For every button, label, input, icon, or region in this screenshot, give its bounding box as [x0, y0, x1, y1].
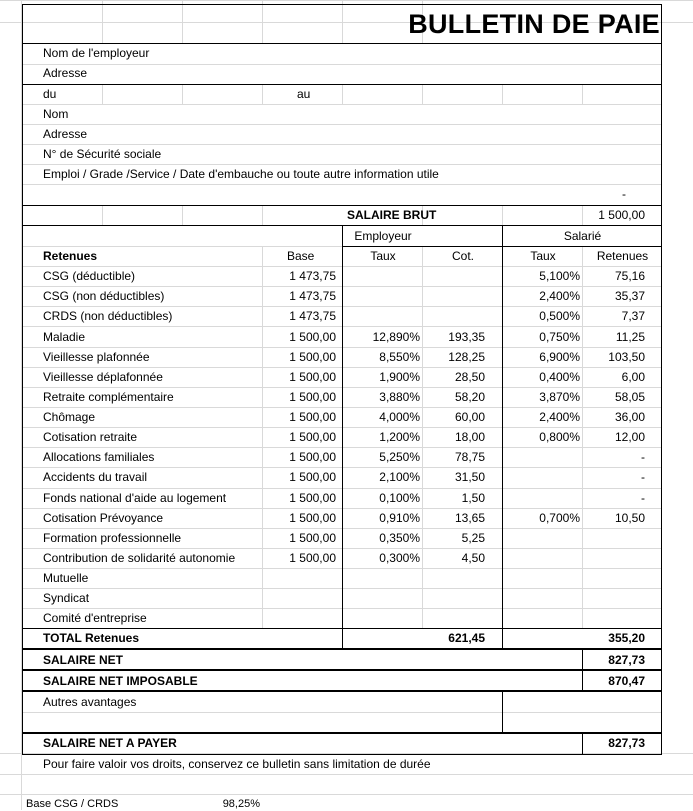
row-employer-rate: 0,910%	[379, 511, 420, 525]
row-employer-rate: 8,550%	[379, 350, 420, 364]
row-label: Mutuelle	[43, 571, 89, 585]
row-employer-rate: 0,300%	[379, 551, 420, 565]
row-employee-deduction: -	[641, 491, 645, 505]
row-employee-deduction: 75,16	[614, 269, 645, 283]
row-base: 1 500,00	[289, 390, 336, 404]
total-label: TOTAL Retenues	[43, 631, 140, 645]
row-label: CSG (non déductibles)	[43, 289, 165, 303]
row-label: Contribution de solidarité autonomie	[43, 551, 236, 565]
row-employer-contribution: 18,00	[454, 430, 485, 444]
employee-name-label: Nom	[43, 107, 69, 121]
row-label: Maladie	[43, 330, 86, 344]
row-employee-rate: 0,800%	[539, 430, 580, 444]
row-base: 1 500,00	[289, 491, 336, 505]
row-employee-rate: 2,400%	[539, 410, 580, 424]
row-employee-deduction: 36,00	[614, 410, 645, 424]
row-employer-rate: 0,350%	[379, 531, 420, 545]
base-header: Base	[287, 249, 315, 263]
row-employer-contribution: 28,50	[454, 370, 485, 384]
row-employer-rate: 12,890%	[372, 330, 420, 344]
row-employee-rate: 0,500%	[539, 309, 580, 323]
base-csg-label: Base CSG / CRDS	[26, 798, 119, 810]
row-employer-rate: 1,200%	[379, 430, 420, 444]
row-employee-deduction: 103,50	[608, 350, 645, 364]
net-to-pay-label: SALAIRE NET A PAYER	[43, 736, 177, 750]
row-employer-contribution: 58,20	[454, 390, 485, 404]
employee-address-label: Adresse	[43, 127, 88, 141]
row-base: 1 500,00	[289, 470, 336, 484]
row-employee-deduction: 12,00	[614, 430, 645, 444]
row-label: Comité d'entreprise	[43, 611, 147, 625]
table-row	[0, 548, 693, 568]
row-employee-deduction: 7,37	[621, 309, 645, 323]
row-label: CSG (déductible)	[43, 269, 136, 283]
row-label: Syndicat	[43, 591, 90, 605]
row-employee-deduction: 10,50	[614, 511, 645, 525]
period-from-label: du	[43, 87, 57, 101]
gross-salary-value: 1 500,00	[598, 208, 645, 222]
row-employer-contribution: 13,65	[454, 511, 485, 525]
row-employee-rate: 6,900%	[539, 350, 580, 364]
net-taxable-value: 870,47	[608, 674, 645, 688]
page-title: BULLETIN DE PAIE	[408, 9, 660, 39]
table-row	[0, 588, 693, 608]
row-label: Cotisation retraite	[43, 430, 138, 444]
row-employee-deduction: -	[641, 450, 645, 464]
employee-ssn-label: N° de Sécurité sociale	[43, 147, 162, 161]
row-employee-deduction: 11,25	[615, 330, 645, 344]
net-salary-label: SALAIRE NET	[43, 653, 124, 667]
row-employer-contribution: 5,25	[461, 531, 485, 545]
table-row	[0, 488, 693, 508]
row-base: 1 500,00	[289, 531, 336, 545]
row-label: Accidents du travail	[43, 470, 148, 484]
row-base: 1 500,00	[289, 511, 336, 525]
footer-note: Pour faire valoir vos droits, conservez ce bulletin sans limitation de durée	[43, 757, 431, 771]
table-row	[0, 427, 693, 447]
employer-name-label: Nom de l'employeur	[43, 46, 150, 60]
table-row	[0, 347, 693, 367]
table-row	[0, 608, 693, 628]
row-employee-deduction: 6,00	[621, 370, 645, 384]
other-benefits-label: Autres avantages	[43, 695, 137, 709]
row-employer-contribution: 193,35	[448, 330, 485, 344]
row-employer-contribution: 60,00	[454, 410, 485, 424]
row-employer-contribution: 78,75	[454, 450, 485, 464]
row-base: 1 500,00	[289, 330, 336, 344]
row-label: Allocations familiales	[43, 450, 155, 464]
row-employee-rate: 5,100%	[539, 269, 580, 283]
period-to-label: au	[297, 87, 311, 101]
employee-deduction-header: Retenues	[596, 249, 649, 263]
row-employer-rate: 3,880%	[379, 390, 420, 404]
net-taxable-label: SALAIRE NET IMPOSABLE	[43, 674, 198, 688]
row-label: CRDS (non déductibles)	[43, 309, 173, 323]
table-row	[0, 367, 693, 387]
row-employee-deduction: 58,05	[614, 390, 645, 404]
row-base: 1 500,00	[289, 450, 336, 464]
row-label: Fonds national d'aide au logement	[43, 491, 227, 505]
table-row	[0, 387, 693, 407]
employee-job-label: Emploi / Grade /Service / Date d'embauche ou toute autre information utile	[43, 167, 439, 181]
row-employer-rate: 5,250%	[379, 450, 420, 464]
total-employer-contribution: 621,45	[448, 631, 485, 645]
row-employee-rate: 0,700%	[539, 511, 580, 525]
row-base: 1 500,00	[289, 430, 336, 444]
row-employee-rate: 3,870%	[539, 390, 580, 404]
table-row	[0, 266, 693, 286]
row-base: 1 473,75	[289, 289, 336, 303]
row-label: Chômage	[43, 410, 96, 424]
total-employee-deduction: 355,20	[608, 631, 645, 645]
row-base: 1 473,75	[289, 269, 336, 283]
row-base: 1 500,00	[289, 370, 336, 384]
net-salary-value: 827,73	[608, 653, 645, 667]
row-employer-contribution: 1,50	[461, 491, 485, 505]
table-row	[0, 327, 693, 347]
employer-rate-header: Taux	[370, 249, 396, 263]
table-row	[0, 467, 693, 487]
table-row	[0, 407, 693, 427]
row-base: 1 473,75	[289, 309, 336, 323]
employer-group-header: Employeur	[354, 229, 412, 243]
base-csg-value: 98,25%	[222, 798, 260, 810]
row-employee-rate: 2,400%	[539, 289, 580, 303]
employee-rate-header: Taux	[530, 249, 556, 263]
row-label: Formation professionnelle	[43, 531, 182, 545]
row-employer-contribution: 128,25	[448, 350, 485, 364]
net-to-pay-value: 827,73	[608, 736, 645, 750]
row-employer-rate: 4,000%	[379, 410, 420, 424]
row-employee-rate: 0,400%	[539, 370, 580, 384]
row-employer-contribution: 31,50	[454, 470, 485, 484]
employer-contribution-header: Cot.	[451, 249, 474, 263]
row-label: Vieillesse plafonnée	[43, 350, 150, 364]
row-employee-deduction: 35,37	[614, 289, 645, 303]
table-row	[0, 528, 693, 548]
row-employee-rate: 0,750%	[539, 330, 580, 344]
row-employee-deduction: -	[641, 470, 645, 484]
row-employer-rate: 2,100%	[379, 470, 420, 484]
row-employer-contribution: 4,50	[461, 551, 485, 565]
row-label: Vieillesse déplafonnée	[43, 370, 163, 384]
table-row	[0, 447, 693, 467]
row-base: 1 500,00	[289, 350, 336, 364]
employee-dash: -	[622, 187, 626, 201]
table-row	[0, 286, 693, 306]
employer-address-label: Adresse	[43, 66, 88, 80]
table-row	[0, 568, 693, 588]
row-employer-rate: 0,100%	[379, 491, 420, 505]
row-base: 1 500,00	[289, 551, 336, 565]
table-row	[0, 508, 693, 528]
table-row	[0, 306, 693, 326]
retenues-header: Retenues	[43, 249, 98, 263]
row-base: 1 500,00	[289, 410, 336, 424]
employee-group-header: Salarié	[563, 229, 602, 243]
gross-salary-label: SALAIRE BRUT	[347, 208, 437, 222]
row-label: Retraite complémentaire	[43, 390, 174, 404]
row-label: Cotisation Prévoyance	[43, 511, 164, 525]
row-employer-rate: 1,900%	[379, 370, 420, 384]
